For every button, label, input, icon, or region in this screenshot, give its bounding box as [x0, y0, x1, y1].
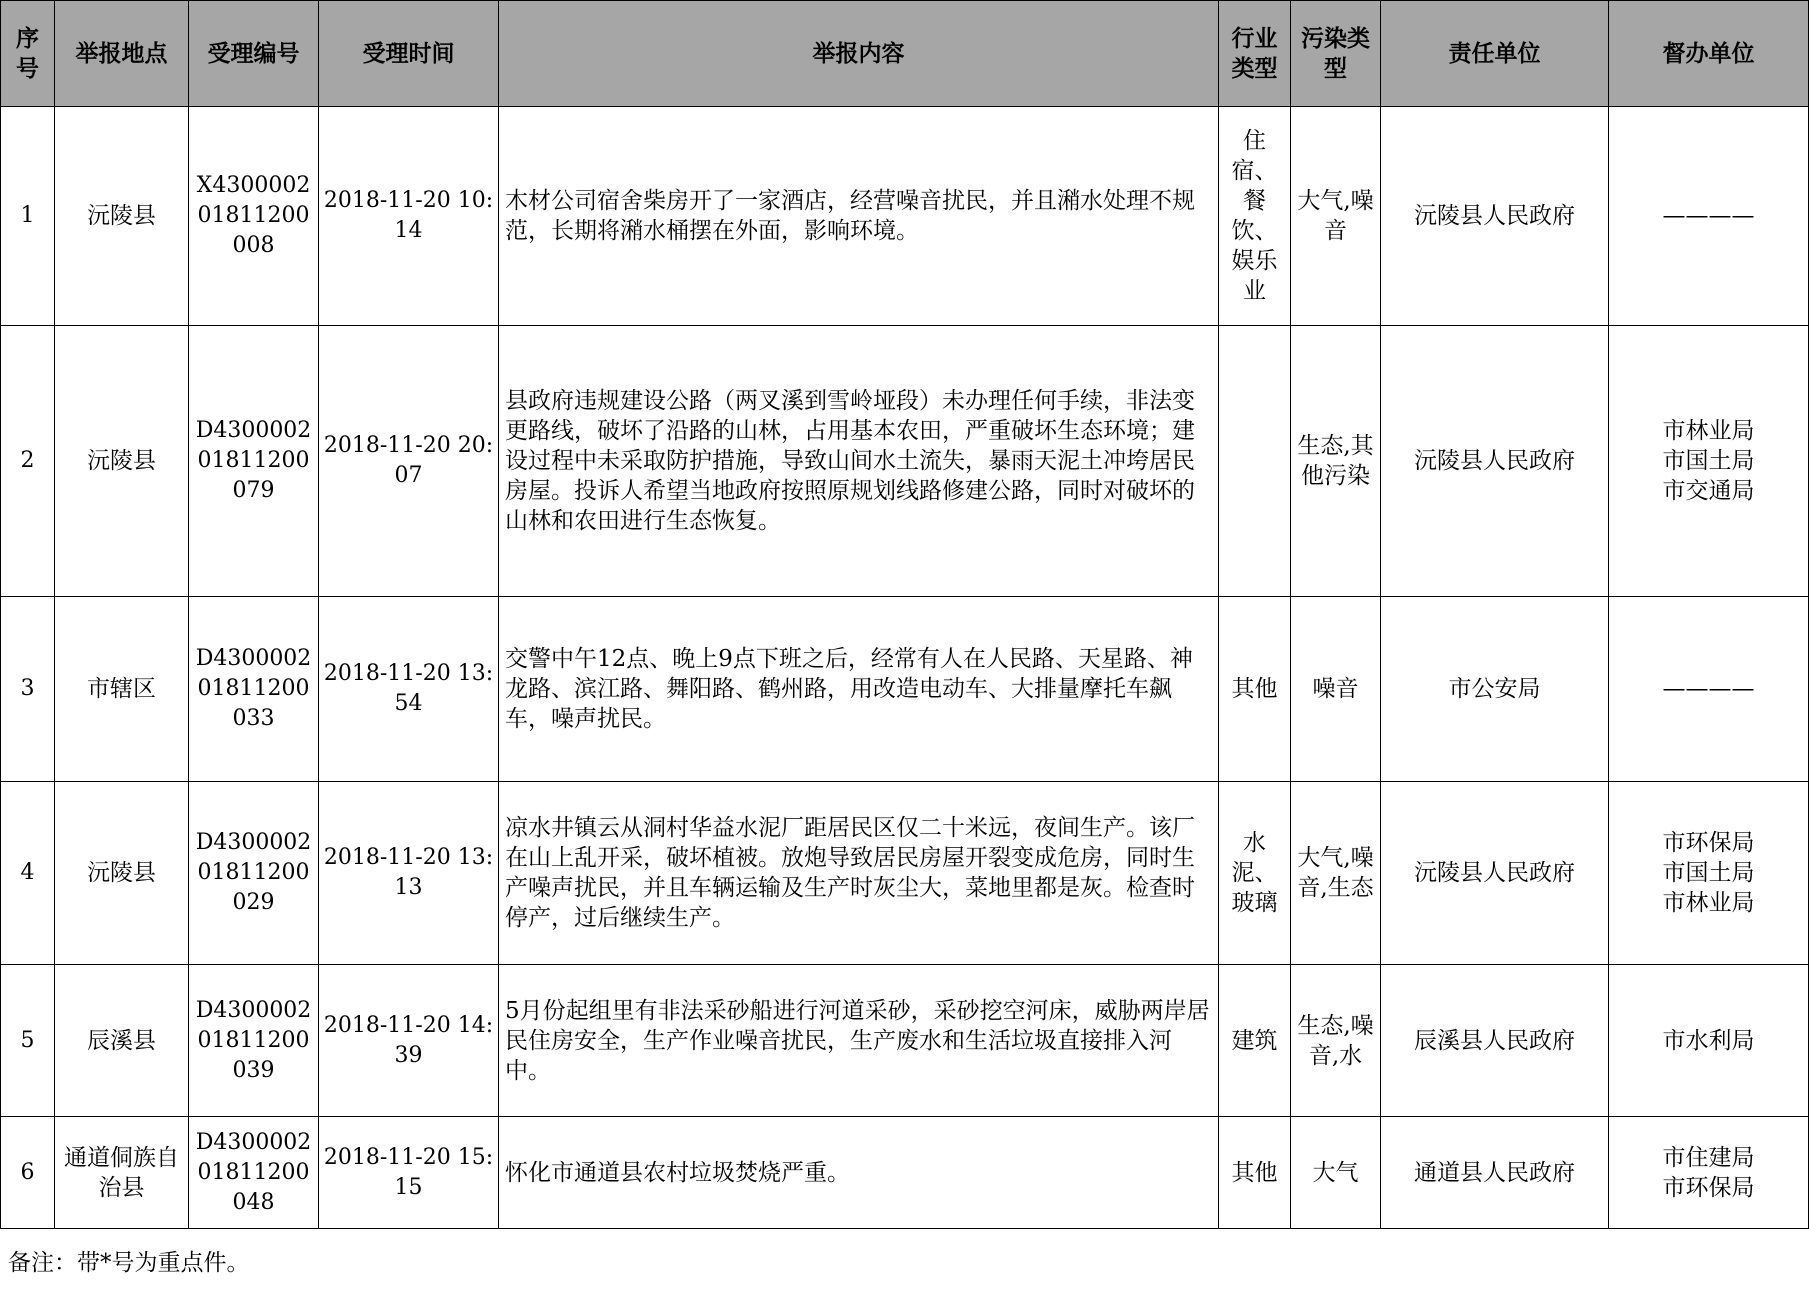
header-row — [1, 1, 1809, 107]
cell-supervisor: 市水利局 — [1609, 965, 1809, 1117]
cell-supervisor: ———— — [1609, 107, 1809, 326]
cell-case-no: D430000201811200039 — [189, 965, 319, 1117]
cell-case-no: D430000201811200033 — [189, 597, 319, 782]
cell-responsible: 沅陵县人民政府 — [1381, 107, 1609, 326]
header-seq: 序号 — [1, 1, 55, 107]
table-row — [1, 965, 1809, 1117]
cell-time: 2018-11-20 15:15 — [319, 1117, 499, 1229]
cell-case-no: X430000201811200008 — [189, 107, 319, 326]
cell-time: 2018-11-20 10:14 — [319, 107, 499, 326]
cell-responsible: 市公安局 — [1381, 597, 1609, 782]
header-supervisor: 督办单位 — [1609, 1, 1809, 107]
cell-time: 2018-11-20 13:13 — [319, 782, 499, 965]
cell-case-no: D430000201811200079 — [189, 326, 319, 597]
cell-pollution: 生态,噪音,水 — [1291, 965, 1381, 1117]
cell-content: 5月份起组里有非法采砂船进行河道采砂，采砂挖空河床，威胁两岸居民住房安全，生产作业噪音扰民，生产废水和生活垃圾直接排入河中。 — [499, 965, 1219, 1117]
cell-pollution: 大气,噪音,生态 — [1291, 782, 1381, 965]
cell-time: 2018-11-20 14:39 — [319, 965, 499, 1117]
cell-pollution: 大气,噪音 — [1291, 107, 1381, 326]
table-row — [1, 782, 1809, 965]
cell-pollution: 生态,其他污染 — [1291, 326, 1381, 597]
cell-seq: 6 — [1, 1117, 55, 1229]
cell-seq: 4 — [1, 782, 55, 965]
cell-case-no: D430000201811200048 — [189, 1117, 319, 1229]
header-location: 举报地点 — [55, 1, 189, 107]
cell-content: 县政府违规建设公路（两叉溪到雪岭垭段）未办理任何手续，非法变更路线，破坏了沿路的山林，占用基本农田，严重破坏生态环境；建设过程中未采取防护措施，导致山间水土流失，暴雨天泥土冲垮居民房屋。投诉人希望当地政府按照原规划线路修建公路，同时对破坏的山林和农田进行生态恢复。 — [499, 326, 1219, 597]
cell-responsible: 辰溪县人民政府 — [1381, 965, 1609, 1117]
header-responsible: 责任单位 — [1381, 1, 1609, 107]
cell-seq: 1 — [1, 107, 55, 326]
cell-location: 沅陵县 — [55, 782, 189, 965]
table-row — [1, 107, 1809, 326]
cell-industry: 其他 — [1219, 1117, 1291, 1229]
cell-location: 市辖区 — [55, 597, 189, 782]
cell-seq: 2 — [1, 326, 55, 597]
cell-content: 凉水井镇云从洞村华益水泥厂距居民区仅二十米远，夜间生产。该厂在山上乱开采，破坏植被。放炮导致居民房屋开裂变成危房，同时生产噪声扰民，并且车辆运输及生产时灰尘大，菜地里都是灰。检查时停产，过后继续生产。 — [499, 782, 1219, 965]
cell-supervisor: 市林业局 市国土局 市交通局 — [1609, 326, 1809, 597]
table-row — [1, 1117, 1809, 1229]
cell-industry: 水泥、玻璃 — [1219, 782, 1291, 965]
cell-responsible: 沅陵县人民政府 — [1381, 782, 1609, 965]
cell-pollution: 大气 — [1291, 1117, 1381, 1229]
cell-responsible: 沅陵县人民政府 — [1381, 326, 1609, 597]
cell-time: 2018-11-20 20:07 — [319, 326, 499, 597]
header-pollution: 污染类型 — [1291, 1, 1381, 107]
cell-time: 2018-11-20 13:54 — [319, 597, 499, 782]
cell-content: 交警中午12点、晚上9点下班之后，经常有人在人民路、天星路、神龙路、滨江路、舞阳路、鹤州路，用改造电动车、大排量摩托车飙车，噪声扰民。 — [499, 597, 1219, 782]
cell-supervisor: ———— — [1609, 597, 1809, 782]
cell-case-no: D430000201811200029 — [189, 782, 319, 965]
table-row — [1, 597, 1809, 782]
cell-responsible: 通道县人民政府 — [1381, 1117, 1609, 1229]
cell-supervisor: 市环保局 市国土局 市林业局 — [1609, 782, 1809, 965]
header-case-no: 受理编号 — [189, 1, 319, 107]
cell-supervisor: 市住建局 市环保局 — [1609, 1117, 1809, 1229]
footnote: 备注：带*号为重点件。 — [8, 1250, 250, 1276]
table-row — [1, 326, 1809, 597]
cell-industry — [1219, 326, 1291, 597]
cell-location: 沅陵县 — [55, 326, 189, 597]
header-industry: 行业类型 — [1219, 1, 1291, 107]
cell-content: 怀化市通道县农村垃圾焚烧严重。 — [499, 1117, 1219, 1229]
header-content: 举报内容 — [499, 1, 1219, 107]
cell-location: 通道侗族自治县 — [55, 1117, 189, 1229]
cell-industry: 其他 — [1219, 597, 1291, 782]
cell-industry: 建筑 — [1219, 965, 1291, 1117]
cell-location: 辰溪县 — [55, 965, 189, 1117]
cell-industry: 住宿、餐饮、娱乐业 — [1219, 107, 1291, 326]
cell-seq: 5 — [1, 965, 55, 1117]
cell-pollution: 噪音 — [1291, 597, 1381, 782]
cell-seq: 3 — [1, 597, 55, 782]
cell-content: 木材公司宿舍柴房开了一家酒店，经营噪音扰民，并且潲水处理不规范，长期将潲水桶摆在外面，影响环境。 — [499, 107, 1219, 326]
header-time: 受理时间 — [319, 1, 499, 107]
cell-location: 沅陵县 — [55, 107, 189, 326]
